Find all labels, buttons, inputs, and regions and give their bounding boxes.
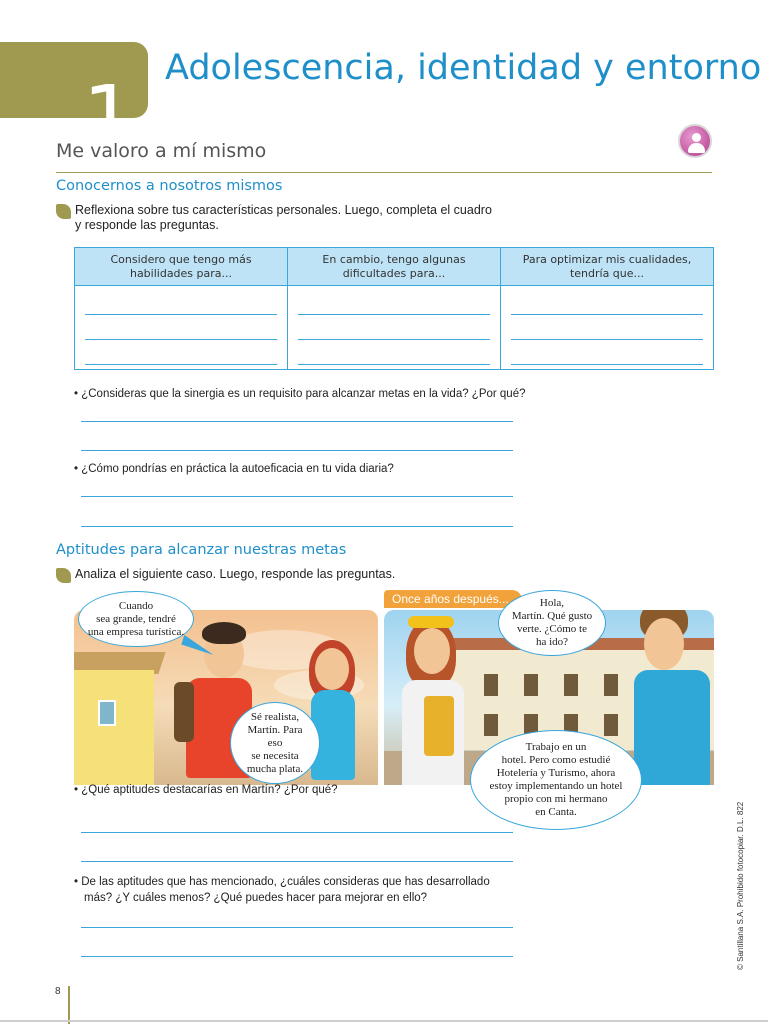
speech-bubble-girl: Sé realista, Martín. Para eso se necesita mucha plata. bbox=[230, 702, 320, 784]
time-banner: Once años después... bbox=[384, 590, 522, 608]
instruction-text: Analiza el siguiente caso. Luego, responde las preguntas. bbox=[75, 567, 396, 581]
speech-bubble-woman: Hola, Martín. Qué gusto verte. ¿Cómo te ha ido? bbox=[498, 590, 606, 656]
chapter-number: 1 bbox=[82, 69, 136, 164]
answer-line[interactable] bbox=[81, 421, 513, 422]
answer-line[interactable] bbox=[81, 832, 513, 833]
instruction-text bbox=[75, 203, 492, 233]
table-answer-row bbox=[75, 285, 713, 369]
table-answer-cell[interactable] bbox=[501, 286, 713, 369]
self-reflection-table bbox=[74, 247, 714, 370]
answer-line[interactable] bbox=[81, 861, 513, 862]
table-answer-cell[interactable] bbox=[75, 286, 288, 369]
table-answer-cell[interactable] bbox=[288, 286, 501, 369]
table-header-cell: Considero que tengo más habilidades para... bbox=[75, 248, 288, 285]
chapter-tab bbox=[0, 42, 148, 164]
answer-line[interactable] bbox=[81, 956, 513, 957]
instruction-marker-icon bbox=[56, 568, 71, 583]
question-autoeficacia: • ¿Cómo pondrías en práctica la autoeficacia en tu vida diaria? bbox=[74, 463, 394, 475]
instruction-line: Reflexiona sobre tus características personales. Luego, completa el cuadro bbox=[75, 203, 492, 217]
bottom-divider bbox=[0, 1020, 768, 1022]
instruction-line: y responde las preguntas. bbox=[75, 218, 219, 232]
instruction-marker-icon bbox=[56, 204, 71, 219]
chapter-title: Adolescencia, identidad y entorno bbox=[165, 48, 762, 88]
answer-line[interactable] bbox=[81, 526, 513, 527]
subheading-aptitudes: Aptitudes para alcanzar nuestras metas bbox=[56, 542, 347, 558]
question-aptitudes-martin: • ¿Qué aptitudes destacarías en Martín? ¿Por qué? bbox=[74, 784, 338, 796]
question-line: más? ¿Y cuáles menos? ¿Qué puedes hacer para mejorar en ello? bbox=[84, 892, 428, 904]
answer-line[interactable] bbox=[81, 496, 513, 497]
copyright-notice: © Santillana S.A. Prohibido fotocopiar. D.L. 822 bbox=[736, 801, 745, 970]
page-marker bbox=[68, 986, 70, 1024]
section-divider bbox=[56, 172, 712, 173]
page-number: 8 bbox=[55, 986, 61, 997]
question-aptitudes-desarrolladas bbox=[74, 874, 490, 906]
subheading-conocernos: Conocernos a nosotros mismos bbox=[56, 178, 283, 194]
answer-line[interactable] bbox=[81, 450, 513, 451]
table-header-cell: Para optimizar mis cualidades, tendría que... bbox=[522, 252, 692, 280]
person-icon bbox=[678, 124, 712, 158]
answer-line[interactable] bbox=[81, 927, 513, 928]
speech-bubble-man: Trabajo en un hotel. Pero como estudié Hotelería y Turismo, ahora estoy implementando un hotel propio con mi hermano en Canta. bbox=[470, 730, 642, 830]
question-line: • De las aptitudes que has mencionado, ¿cuáles consideras que has desarrollado bbox=[74, 876, 490, 888]
question-sinergia: • ¿Consideras que la sinergia es un requisito para alcanzar metas en la vida? ¿Por qué? bbox=[74, 388, 526, 400]
speech-bubble-boy: Cuando sea grande, tendré una empresa turística. bbox=[78, 591, 194, 647]
section-title: Me valoro a mí mismo bbox=[56, 140, 267, 162]
table-header-cell: En cambio, tengo algunas dificultades para... bbox=[288, 248, 501, 285]
table-header-row bbox=[75, 248, 713, 285]
